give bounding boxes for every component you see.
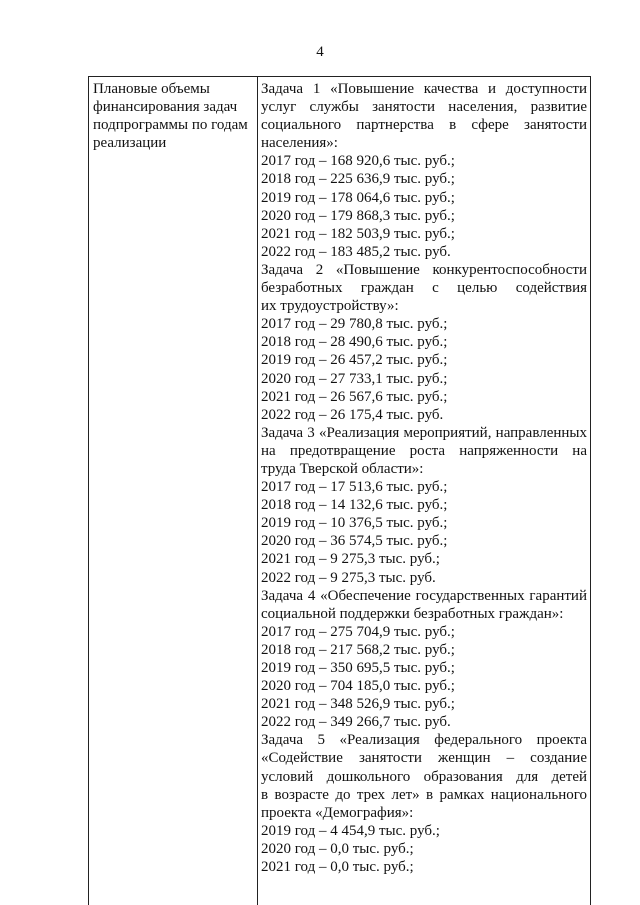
- financing-line: 2022 год – 26 175,4 тыс. руб.: [261, 406, 444, 423]
- financing-details-cell: [261, 80, 587, 876]
- row-header-cell: [93, 80, 253, 152]
- financing-line: Задача 5 «Реализация федерального проекта: [261, 732, 587, 749]
- financing-line: 2019 год – 26 457,2 тыс. руб.;: [261, 352, 448, 369]
- financing-line: 2019 год – 178 064,6 тыс. руб.;: [261, 189, 455, 206]
- financing-line: 2020 год – 704 185,0 тыс. руб.;: [261, 678, 455, 695]
- financing-line: социального партнерства в сфере занятости: [261, 117, 587, 134]
- financing-line: 2022 год – 183 485,2 тыс. руб.: [261, 243, 451, 260]
- financing-line: 2020 год – 179 868,3 тыс. руб.;: [261, 207, 455, 224]
- financing-line: 2017 год – 275 704,9 тыс. руб.;: [261, 623, 455, 640]
- financing-line: 2021 год – 182 503,9 тыс. руб.;: [261, 225, 455, 242]
- column-divider: [257, 77, 258, 905]
- financing-line: 2018 год – 217 568,2 тыс. руб.;: [261, 641, 455, 658]
- financing-line: 2019 год – 350 695,5 тыс. руб.;: [261, 660, 455, 676]
- financing-line: условий дошкольного образования для детей: [261, 768, 587, 785]
- financing-line: 2018 год – 14 132,6 тыс. руб.;: [261, 497, 448, 514]
- financing-line: 2017 год – 168 920,6 тыс. руб.;: [261, 153, 455, 170]
- financing-line: безработных граждан с целью содействия: [261, 280, 587, 297]
- financing-line: Задача 2 «Повышение конкурентоспособности: [261, 261, 587, 278]
- financing-line: 2019 год – 10 376,5 тыс. руб.;: [261, 515, 448, 532]
- financing-line: проекта «Демография»:: [261, 804, 414, 821]
- financing-line: 2021 год – 26 567,6 тыс. руб.;: [261, 388, 448, 405]
- row-header-line: подпрограммы по годам: [93, 117, 248, 133]
- page-number: 4: [316, 44, 324, 60]
- financing-line: 2017 год – 29 780,8 тыс. руб.;: [261, 316, 448, 333]
- financing-line: 2019 год – 4 454,9 тыс. руб.;: [261, 822, 440, 839]
- financing-line: услуг службы занятости населения, развитие: [261, 99, 587, 116]
- financing-line: 2020 год – 36 574,5 тыс. руб.;: [261, 533, 448, 550]
- financing-line: их трудоустройству»:: [261, 298, 399, 315]
- financing-line: 2018 год – 225 636,9 тыс. руб.;: [261, 171, 455, 188]
- financing-line: 2021 год – 9 275,3 тыс. руб.;: [261, 551, 440, 568]
- row-header-line: Плановые объемы: [93, 81, 210, 97]
- financing-line: 2022 год – 349 266,7 тыс. руб.: [261, 714, 451, 731]
- row-header-line: реализации: [93, 135, 167, 151]
- financing-line: Задача 3 «Реализация мероприятий, направленных: [261, 424, 587, 441]
- financing-line: на предотвращение роста напряженности на: [261, 442, 587, 459]
- financing-line: социальной поддержки безработных граждан»:: [261, 605, 564, 622]
- financing-line: 2021 год – 348 526,9 тыс. руб.;: [261, 696, 455, 713]
- financing-line: 2018 год – 28 490,6 тыс. руб.;: [261, 334, 448, 351]
- financing-line: Задача 4 «Обеспечение государственных гарантий: [261, 587, 587, 604]
- financing-table: [88, 76, 591, 905]
- financing-line: населения»:: [261, 135, 338, 152]
- financing-line: 2021 год – 0,0 тыс. руб.;: [261, 859, 414, 876]
- financing-line: 2017 год – 17 513,6 тыс. руб.;: [261, 479, 448, 496]
- financing-line: Задача 1 «Повышение качества и доступности: [261, 81, 587, 97]
- financing-line: труда Тверской области»:: [261, 460, 424, 477]
- financing-line: в возрасте до трех лет» в рамках национального: [261, 786, 587, 803]
- financing-line: 2022 год – 9 275,3 тыс. руб.: [261, 569, 436, 586]
- financing-line: «Содействие занятости женщин – создание: [261, 750, 587, 767]
- financing-line: 2020 год – 0,0 тыс. руб.;: [261, 840, 414, 857]
- financing-line: 2020 год – 27 733,1 тыс. руб.;: [261, 370, 448, 387]
- row-header-line: финансирования задач: [93, 99, 238, 115]
